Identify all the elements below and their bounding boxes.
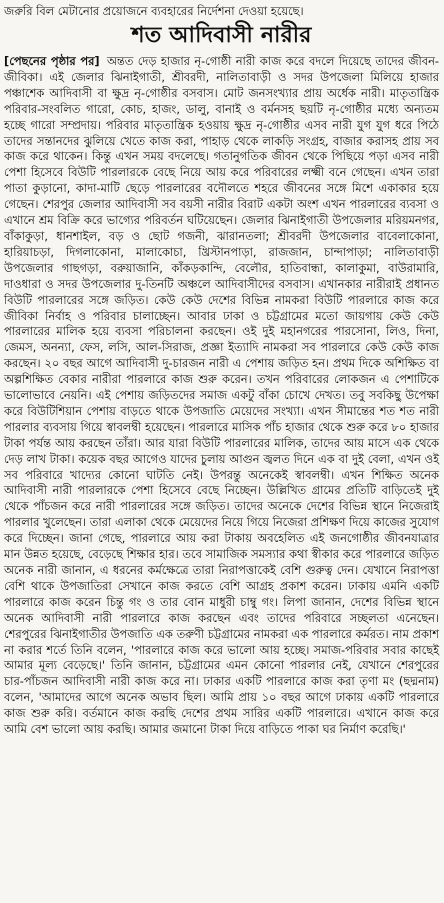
continuation-tag: [পেছনের পৃষ্ঠার পর] <box>4 54 100 68</box>
article-headline: শত আদিবাসী নারীর <box>131 23 312 48</box>
article-text: অন্তত দেড় হাজার নৃ-গোষ্ঠী নারী কাজ করে বদলে দিয়েছে তাদের জীবন-জীবিকা। এই জেলার ঝিনাইগাতী, শ্রীবরদী, নালিতাবাড়ী ও সদর উপজেলা মিলিয়ে হাজার পঞ্চাশেক আদিবাসী বা ক্ষুদ্র নৃ-গোষ্ঠীর বসবাস। মোট জনসংখ্যার প্রায় অর্ধেক নারী। মাতৃতান্ত্রিক পরিবার-সংবলিত গারো, কোচ, হাজং, ডালু, বানাই ও বর্মনসহ ছয়টি নৃ-গোষ্ঠীর মধ্যে অন্যতম হচ্ছে গারো সম্প্রদায়। পরিবার মাতৃতান্ত্রিক হওয়ায় ক্ষুদ্র নৃ-গোষ্ঠীর এসব নারী যুগ যুগ ধরে পিঠে তাদের সন্তানদের ঝুলিয়ে খেতে কাজ করা, পাহাড় থেকে লাকড়ি সংগ্রহ, বাজার করাসহ প্রায় সব কাজ করে থাকেন। কিন্তু এখন সময় বদলেছে। গতানুগতিক জীবন থেকে পিছিয়ে পড়া এসব নারী পেশা হিসেবে বিউটি পারলারকে বেছে নিয়ে আয় করে পরিবারের লক্ষ্মী বনে গেছেন। এখন তারা পাতা কুড়ানো, কাদা-মাটি ছেড়ে পারলারের বদৌলতে শহরে জীবনের সঙ্গে মিশে একাকার হয়ে গেছেন। শেরপুর জেলার আদিবাসী সব বয়সী নারীর বিরাট একটা অংশ এখন পারলারের ব্যবসা ও এখানে শ্রম বিক্রি করে ভাগ্যের পরিবর্তন ঘটিয়েছেন। জেলার ঝিনাইগাতী উপজেলার মরিয়মনগর, বাঁকাকুড়া, ধানশাইল, বড় ও ছোট গজনী, ঝারানতলা; শ্রীবরদী উপজেলার বাবেলাকোনা, হারিয়াচড়া, দিগলাকোনা, মালাকোচা, খ্রিস্টানপাড়া, রাজজান, চান্দাপাড়া; নালিতাবাড়ী উপজেলার গাছগড়া, বরুয়াজানি, কাঁকড়কান্দি, বেলৌর, হাতিবান্ধা, কালাকুমা, বাউরামারি, দাওধারা ও সদর উপজেলার দু-তিনটি অঞ্চলে আদিবাসীদের বসবাস। এখানকার নারীরাই প্রধানত বিউটি পারলারের সঙ্গে জড়িত। কেউ কেউ দেশের বিভিন্ন নামকরা বিউটি পারলারে কাজ করে জীবিকা নির্বাহ ও পরিবার চালাচ্ছেন। আবার ঢাকা ও চট্টগ্রামের মতো জায়গায় কেউ কেউ পারলারের মালিক হয়ে ব্যবসা পরিচালনা করছেন। ওই দুই মহানগরের পারসোনা, লিও, দিনা, জেমস, অনন্যা, ফেস, লসি, আল-সিরাজ, প্রজ্ঞা ইত্যাদি নামকরা সব পারলারে কেউ কেউ কাজ করছেন। ২০ বছর আগে আদিবাসী দু-চারজন নারী এ পেশায় জড়িত হন। প্রথম দিকে অশিক্ষিত বা অল্পশিক্ষিত বেকার নারীরা পারলারে কাজ শুরু করেন। তখন পরিবারের লোকজন এ পেশাটিকে ভালোভাবে নেয়নি। এই পেশায় জড়িতদের সমাজ একটু বাঁকা চোখে দেখত। তবু সবকিছু উপেক্ষা করে বিউটিশিয়ান পেশায় বাড়তে থাকে উপজাতি মেয়েদের সংখ্যা। এখন সীমান্তের শত শত নারী পারলার ব্যবসায় গিয়ে স্বাবলম্বী হয়েছেন। পারলারে মাসিক পাঁচ হাজার থেকে শুরু করে ৮০ হাজার টাকা পর্যন্ত আয় করছেন তাঁরা। আর যারা বিউটি পারলারের মালিক, তাদের আয় মাসে এক থেকে দেড় লাখ টাকা। কয়েক বছর আগেও যাদের চুলায় আগুন জ্বলত দিনে এক বা দুই বেলা, এখন ওই সব পরিবারে খাদ্যের কোনো ঘাটতি নেই। উপরন্তু অনেকেই স্বাবলম্বী। এখন শিক্ষিত অনেক আদিবাসী নারী পারলারকে পেশা হিসেবে বেছে নিচ্ছেন। উল্লিখিত গ্রামের প্রতিটি বাড়িতেই দুই থেকে পাঁচজন করে নারী পারলারের সঙ্গে জড়িত। তাদের অনেকে দেশের বিভিন্ন স্থানে নিজেরাই পারলার খুলেছেন। তারা এলাকা থেকে মেয়েদের নিয়ে গিয়ে নিজেরা প্রশিক্ষণ দিয়ে কাজের সুযোগ করে দিচ্ছেন। জানা গেছে, পারলারে আয় করা টাকায় অবহেলিত এই জনগোষ্ঠীর জীবনযাত্রার মান উন্নত হয়েছে, বেড়েছে শিক্ষার হার। তবে সামাজিক সমস্যার কথা স্বীকার করে পারলারে জড়িত অনেক নারী জানান, এ ধরনের কর্মক্ষেত্রে তারা নিরাপত্তাকেই বেশি গুরুত্ব দেন। যেখানে নিরাপত্তা বেশি থাকে উপজাতিরা সেখানে কাজ করতে বেশি আগ্রহ প্রকাশ করেন। ঢাকায় এমনি একটি পারলারে কাজ করেন চিন্তু গং ও তার বোন মাধুরী চাম্বু গং। লিপা জানান, দেশের বিভিন্ন স্থানে অনেক আদিবাসী নারী পারলারে কাজ করছেন এবং তাদের পরিবারে সচ্ছলতা এনেছেন। শেরপুরের ঝিনাইগাতীর উপজাতি এক তরুণী চট্টগ্রামের নামকরা এক পারলারে কর্মরত। নাম প্রকাশ না করার শর্তে তিনি বলেন, 'পারলারে কাজ করে ভালো আয় হচ্ছে। সমাজ-পরিবার সবার কাছেই আমার মূল্য বেড়েছে।' তিনি জানান, চট্টগ্রামের এমন কোনো পারলার নেই, যেখানে শেরপুরের চার-পাঁচজন আদিবাসী নারী কাজ করে না। ঢাকার একটি পারলারে কাজ করা তৃণা মং (ছদ্মনাম) বলেন, 'আমাদের আগে অনেক অভাব ছিল। আমি প্রায় ১০ বছর আগে ঢাকায় একটি পারলারে কাজ শুরু করি। বর্তমানে কাজ করছি দেশের প্রথম সারির একটি পারলারে। এখানে কাজ করে আমি বেশ ভালো আয় করছি। আমার জমানো টাকা দিয়ে বাড়িতে পাকা ঘর নির্মাণ করেছি।' <box>4 54 439 737</box>
previous-article-last-line: জরুরি বিল মেটানোর প্রয়োজনে ব্যবহারের নির্দেশনা দেওয়া হয়েছে। <box>4 4 304 18</box>
article-body <box>4 54 439 738</box>
